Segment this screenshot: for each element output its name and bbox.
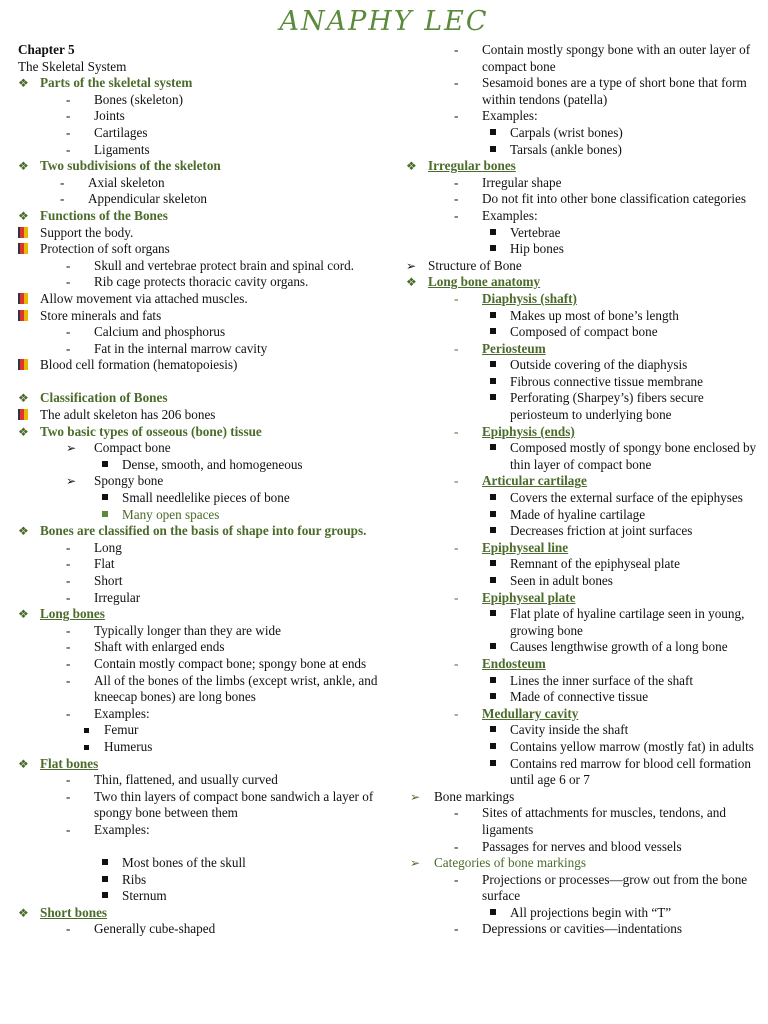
dash-bullet-icon: - — [66, 705, 71, 721]
outline-item — [18, 888, 390, 905]
item-text: Ribs — [122, 871, 147, 887]
dash-bullet-icon: - — [66, 340, 71, 356]
square-bullet-icon — [490, 129, 496, 135]
item-text: Composed of compact bone — [510, 324, 658, 340]
flag-bullet-icon — [18, 227, 28, 238]
outline-item — [18, 390, 390, 407]
item-text: Generally cube-shaped — [94, 921, 216, 937]
diamond-bullet-icon: ❖ — [18, 756, 29, 771]
square-bullet-icon — [490, 229, 496, 235]
dash-bullet-icon: - — [454, 705, 459, 721]
square-bullet-icon — [102, 876, 108, 882]
dash-bullet-icon: - — [66, 622, 71, 638]
outline-item — [18, 706, 390, 723]
dash-bullet-icon: - — [454, 340, 459, 356]
outline-item — [18, 341, 390, 358]
spacer — [18, 839, 390, 856]
item-text: Calcium and phosphorus — [94, 324, 226, 340]
dash-bullet-icon: - — [454, 42, 459, 57]
outline-item — [18, 673, 390, 706]
outline-item — [406, 42, 762, 75]
page-title: ANAPHY LEC — [279, 6, 489, 37]
diamond-bullet-icon: ❖ — [406, 159, 417, 174]
item-text: Most bones of the skull — [122, 855, 246, 871]
arrow-bullet-icon: ➢ — [410, 789, 421, 804]
outline-item — [18, 556, 390, 573]
outline-item — [406, 855, 762, 872]
dash-bullet-icon: - — [66, 573, 71, 588]
item-text: Skull and vertebrae protect brain and spinal cord. — [94, 257, 354, 273]
diamond-bullet-icon: ❖ — [18, 159, 29, 174]
flag-bullet-icon — [18, 243, 28, 254]
item-text: All projections begin with “T” — [510, 904, 672, 920]
item-text: The Skeletal System — [18, 58, 127, 74]
square-bullet-icon — [102, 511, 108, 517]
item-text: Irregular bones — [428, 158, 516, 174]
item-text: Long bones — [40, 606, 105, 622]
square-bullet-icon — [102, 494, 108, 500]
dash-bullet-icon: - — [66, 556, 71, 572]
outline-item — [406, 341, 762, 358]
item-text: Appendicular skeleton — [88, 191, 208, 207]
outline-item — [18, 656, 390, 673]
outline-item — [406, 656, 762, 673]
square-bullet-icon — [490, 494, 496, 500]
square-bullet-icon — [490, 245, 496, 251]
outline-item — [406, 540, 762, 557]
outline-item — [406, 639, 762, 656]
outline-item — [406, 390, 762, 423]
item-text: Cavity inside the shaft — [510, 722, 629, 738]
item-text: Cartilages — [94, 124, 148, 140]
outline-item — [18, 175, 390, 192]
item-text: Protection of soft organs — [40, 241, 170, 257]
item-text: Blood cell formation (hematopoiesis) — [40, 357, 238, 373]
dash-bullet-icon: - — [66, 589, 71, 605]
dash-bullet-icon: - — [454, 207, 459, 223]
item-text: Sesamoid bones are a type of short bone that form within tendons (patella) — [482, 75, 747, 107]
outline-item — [18, 490, 390, 507]
item-text: Spongy bone — [94, 473, 164, 489]
outline-item — [18, 108, 390, 125]
outline-item — [18, 639, 390, 656]
outline-item — [18, 75, 390, 92]
outline-item — [406, 507, 762, 524]
item-text: Fibrous connective tissue membrane — [510, 373, 704, 389]
left-column — [18, 42, 390, 938]
item-text: Outside covering of the diaphysis — [510, 357, 688, 373]
diamond-bullet-icon: ❖ — [406, 275, 417, 290]
item-text: All of the bones of the limbs (except wrist, ankle, and kneecap bones) are long bones — [94, 672, 378, 705]
arrow-bullet-icon: ➢ — [66, 474, 77, 489]
item-text: Remnant of the epiphyseal plate — [510, 556, 680, 572]
diamond-bullet-icon: ❖ — [18, 391, 29, 406]
item-text: Typically longer than they are wide — [94, 622, 281, 638]
outline-item — [18, 42, 390, 59]
diamond-bullet-icon: ❖ — [18, 905, 29, 920]
item-text: Axial skeleton — [88, 174, 165, 190]
square-bullet-icon — [490, 378, 496, 384]
item-text: Diaphysis (shaft) — [482, 290, 577, 306]
outline-item — [406, 523, 762, 540]
outline-item — [406, 108, 762, 125]
outline-item — [406, 756, 762, 789]
item-text: Passages for nerves and blood vessels — [482, 838, 682, 854]
square-bullet-icon — [490, 677, 496, 683]
item-text: Do not fit into other bone classification categories — [482, 191, 747, 207]
item-text: Medullary cavity — [482, 705, 579, 721]
item-text: Rib cage protects thoracic cavity organs. — [94, 274, 309, 290]
outline-item — [18, 407, 390, 424]
square-bullet-icon — [490, 693, 496, 699]
square-bullet-icon — [490, 511, 496, 517]
item-text: Examples: — [94, 821, 150, 837]
dash-bullet-icon: - — [66, 257, 71, 273]
item-text: Seen in adult bones — [510, 573, 613, 588]
diamond-bullet-icon: ❖ — [18, 76, 29, 91]
item-text: Epiphyseal plate — [482, 589, 576, 605]
item-text: Epiphysis (ends) — [482, 423, 575, 439]
outline-item — [406, 424, 762, 441]
outline-item — [406, 291, 762, 308]
item-text: Small needlelike pieces of bone — [122, 490, 290, 506]
outline-item — [18, 457, 390, 474]
item-text: Makes up most of bone’s length — [510, 307, 679, 323]
outline-item — [406, 208, 762, 225]
outline-item — [406, 175, 762, 192]
dash-bullet-icon: - — [454, 655, 459, 671]
outline-item — [18, 324, 390, 341]
outline-item — [406, 556, 762, 573]
item-text: Epiphyseal line — [482, 539, 569, 555]
dash-bullet-icon: - — [454, 838, 459, 854]
square-bullet-icon — [490, 444, 496, 450]
item-text: Irregular — [94, 589, 141, 605]
item-text: Joints — [94, 108, 125, 124]
outline-item — [406, 125, 762, 142]
dash-bullet-icon: - — [66, 324, 71, 340]
item-text: Categories of bone markings — [434, 855, 586, 871]
outline-item — [18, 905, 390, 922]
item-text: Vertebrae — [510, 224, 561, 240]
outline-item — [18, 440, 390, 457]
outline-item — [18, 158, 390, 175]
item-text: Tarsals (ankle bones) — [510, 141, 622, 157]
diamond-bullet-icon: ❖ — [18, 524, 29, 539]
dash-bullet-icon: - — [454, 108, 459, 124]
dash-bullet-icon: - — [66, 672, 71, 688]
flag-bullet-icon — [18, 359, 28, 370]
dash-bullet-icon: - — [66, 108, 71, 124]
item-text: Contains yellow marrow (mostly fat) in adults — [510, 738, 754, 754]
item-text: Depressions or cavities—indentations — [482, 921, 682, 937]
item-text: Short bones — [40, 904, 108, 920]
item-text: Many open spaces — [122, 506, 220, 522]
dash-bullet-icon: - — [454, 290, 459, 306]
item-text: Projections or processes—grow out from the bone surface — [482, 871, 748, 904]
square-bullet-icon — [490, 760, 496, 766]
item-text: Ligaments — [94, 141, 150, 157]
dash-bullet-icon: - — [454, 191, 459, 207]
outline-item — [18, 606, 390, 623]
outline-item — [18, 191, 390, 208]
outline-item — [18, 241, 390, 258]
square-bullet-icon — [102, 859, 108, 865]
item-text: Made of connective tissue — [510, 689, 649, 705]
item-text: Periosteum — [482, 340, 546, 356]
spacer — [18, 374, 390, 391]
square-bullet-icon — [490, 312, 496, 318]
item-text: Short — [94, 573, 123, 588]
square-bullet-icon — [490, 610, 496, 616]
square-bullet-icon — [490, 577, 496, 583]
item-text: Contain mostly spongy bone with an outer layer of compact bone — [482, 42, 751, 74]
item-text: Store minerals and fats — [40, 307, 162, 323]
outline-item — [406, 839, 762, 856]
outline-item — [18, 756, 390, 773]
dash-bullet-icon: - — [60, 174, 65, 190]
outline-item — [18, 291, 390, 308]
outline-item — [406, 606, 762, 639]
dash-bullet-icon: - — [454, 871, 459, 887]
item-text: Flat — [94, 556, 115, 572]
item-text: Two basic types of osseous (bone) tissue — [40, 423, 262, 439]
outline-item — [406, 872, 762, 905]
item-text: Parts of the skeletal system — [40, 75, 193, 91]
outline-item — [406, 274, 762, 291]
flag-bullet-icon — [18, 310, 28, 321]
square-bullet-icon — [490, 909, 496, 915]
item-text: Examples: — [94, 705, 150, 721]
outline-item — [18, 125, 390, 142]
outline-item — [406, 191, 762, 208]
item-text: Irregular shape — [482, 174, 562, 190]
item-text: Examples: — [482, 207, 538, 223]
square-bullet-icon — [490, 146, 496, 152]
item-text: Decreases friction at joint surfaces — [510, 523, 693, 539]
outline-item — [406, 75, 762, 108]
outline-item — [18, 92, 390, 109]
square-bullet-icon — [102, 892, 108, 898]
square-bullet-icon — [490, 643, 496, 649]
outline-item — [406, 490, 762, 507]
item-text: Structure of Bone — [428, 257, 522, 273]
item-text: The adult skeleton has 206 bones — [40, 407, 216, 423]
item-text: Endosteum — [482, 655, 546, 671]
item-text: Flat bones — [40, 755, 99, 771]
outline-item — [406, 258, 762, 275]
dash-bullet-icon: - — [454, 75, 459, 91]
item-text: Flat plate of hyaline cartilage seen in young, growing bone — [510, 606, 745, 638]
item-text: Two subdivisions of the skeleton — [40, 158, 221, 174]
outline-item — [18, 424, 390, 441]
square-bullet-icon — [490, 743, 496, 749]
item-text: Examples: — [482, 108, 538, 124]
dash-bullet-icon: - — [66, 655, 71, 671]
diamond-bullet-icon: ❖ — [18, 607, 29, 622]
outline-item — [18, 258, 390, 275]
outline-item — [18, 523, 390, 540]
item-text: Bones (skeleton) — [94, 91, 183, 107]
item-text: Allow movement via attached muscles. — [40, 290, 248, 306]
item-text: Fat in the internal marrow cavity — [94, 340, 268, 356]
outline-item — [406, 722, 762, 739]
item-text: Composed mostly of spongy bone enclosed by thin layer of compact bone — [510, 440, 757, 472]
square-bullet-icon — [84, 745, 89, 750]
outline-item — [406, 241, 762, 258]
item-text: Two thin layers of compact bone sandwich a layer of spongy bone between them — [94, 788, 374, 821]
item-text: Covers the external surface of the epiphyses — [510, 490, 743, 506]
dash-bullet-icon: - — [454, 539, 459, 555]
outline-item — [406, 573, 762, 590]
outline-item — [406, 142, 762, 159]
item-text: Classification of Bones — [40, 390, 168, 406]
outline-item — [406, 689, 762, 706]
item-text: Causes lengthwise growth of a long bone — [510, 639, 728, 655]
outline-item — [406, 308, 762, 325]
item-text: Perforating (Sharpey’s) fibers secure periosteum to underlying bone — [510, 390, 704, 423]
outline-item — [406, 921, 762, 938]
arrow-bullet-icon: ➢ — [406, 258, 417, 273]
item-text: Thin, flattened, and usually curved — [94, 772, 278, 788]
outline-item — [18, 772, 390, 789]
dash-bullet-icon: - — [66, 921, 71, 937]
dash-bullet-icon: - — [66, 124, 71, 140]
square-bullet-icon — [490, 361, 496, 367]
arrow-bullet-icon: ➢ — [410, 856, 421, 871]
flag-bullet-icon — [18, 409, 28, 420]
square-bullet-icon — [490, 328, 496, 334]
outline-item — [18, 822, 390, 839]
dash-bullet-icon: - — [66, 141, 71, 157]
outline-item — [406, 225, 762, 242]
dash-bullet-icon: - — [454, 423, 459, 439]
item-text: Chapter 5 — [18, 42, 75, 57]
item-text: Support the body. — [40, 224, 134, 240]
outline-item — [406, 739, 762, 756]
item-text: Functions of the Bones — [40, 207, 168, 223]
outline-item — [18, 59, 390, 76]
outline-item — [18, 540, 390, 557]
item-text: Articular cartilage — [482, 473, 587, 489]
dash-bullet-icon: - — [66, 539, 71, 555]
dash-bullet-icon: - — [66, 788, 71, 804]
square-bullet-icon — [84, 728, 89, 733]
dash-bullet-icon: - — [66, 821, 71, 837]
square-bullet-icon — [490, 560, 496, 566]
item-text: Lines the inner surface of the shaft — [510, 672, 694, 688]
outline-item — [18, 507, 390, 524]
outline-item — [18, 855, 390, 872]
outline-item — [406, 158, 762, 175]
item-text: Contains red marrow for blood cell formation until age 6 or 7 — [510, 755, 751, 788]
dash-bullet-icon: - — [66, 772, 71, 788]
square-bullet-icon — [490, 527, 496, 533]
dash-bullet-icon: - — [454, 589, 459, 605]
item-text: Sites of attachments for muscles, tendons, and ligaments — [482, 805, 726, 837]
outline-item — [406, 590, 762, 607]
outline-item — [18, 473, 390, 490]
dash-bullet-icon: - — [66, 639, 71, 655]
outline-item — [406, 789, 762, 806]
item-text: Shaft with enlarged ends — [94, 639, 225, 655]
outline-item — [406, 673, 762, 690]
outline-item — [406, 357, 762, 374]
outline-item — [18, 623, 390, 640]
item-text: Made of hyaline cartilage — [510, 506, 646, 522]
outline-item — [18, 274, 390, 291]
dash-bullet-icon: - — [454, 174, 459, 190]
square-bullet-icon — [102, 461, 108, 467]
outline-item — [18, 308, 390, 325]
dash-bullet-icon: - — [454, 921, 459, 937]
item-text: Hip bones — [510, 241, 564, 257]
item-text: Carpals (wrist bones) — [510, 124, 623, 140]
dash-bullet-icon: - — [66, 91, 71, 107]
outline-item — [18, 789, 390, 822]
outline-item — [18, 357, 390, 374]
outline-item — [406, 473, 762, 490]
outline-item — [406, 374, 762, 391]
dash-bullet-icon: - — [454, 473, 459, 489]
dash-bullet-icon: - — [60, 191, 65, 207]
diamond-bullet-icon: ❖ — [18, 208, 29, 223]
dash-bullet-icon: - — [454, 805, 459, 821]
dash-bullet-icon: - — [66, 274, 71, 290]
outline-item — [406, 706, 762, 723]
item-text: Humerus — [104, 738, 153, 754]
outline-item — [18, 590, 390, 607]
square-bullet-icon — [490, 726, 496, 732]
outline-item — [406, 440, 762, 473]
item-text: Dense, smooth, and homogeneous — [122, 456, 303, 472]
arrow-bullet-icon: ➢ — [66, 441, 77, 456]
item-text: Bones are classified on the basis of shape into four groups. — [40, 523, 367, 539]
item-text: Femur — [104, 722, 139, 738]
outline-item — [18, 921, 390, 938]
outline-item — [406, 805, 762, 838]
item-text: Compact bone — [94, 440, 171, 456]
outline-item — [18, 739, 390, 756]
diamond-bullet-icon: ❖ — [18, 424, 29, 439]
outline-item — [18, 573, 390, 590]
item-text: Sternum — [122, 888, 167, 904]
item-text: Contain mostly compact bone; spongy bone at ends — [94, 655, 367, 671]
outline-item — [406, 905, 762, 922]
flag-bullet-icon — [18, 293, 28, 304]
item-text: Bone markings — [434, 788, 515, 804]
outline-item — [18, 225, 390, 242]
square-bullet-icon — [490, 394, 496, 400]
right-column — [406, 42, 762, 938]
outline-item — [18, 208, 390, 225]
outline-item — [18, 872, 390, 889]
outline-item — [18, 142, 390, 159]
item-text: Long bone anatomy — [428, 274, 541, 290]
outline-item — [18, 722, 390, 739]
outline-item — [406, 324, 762, 341]
item-text: Long — [94, 539, 122, 555]
